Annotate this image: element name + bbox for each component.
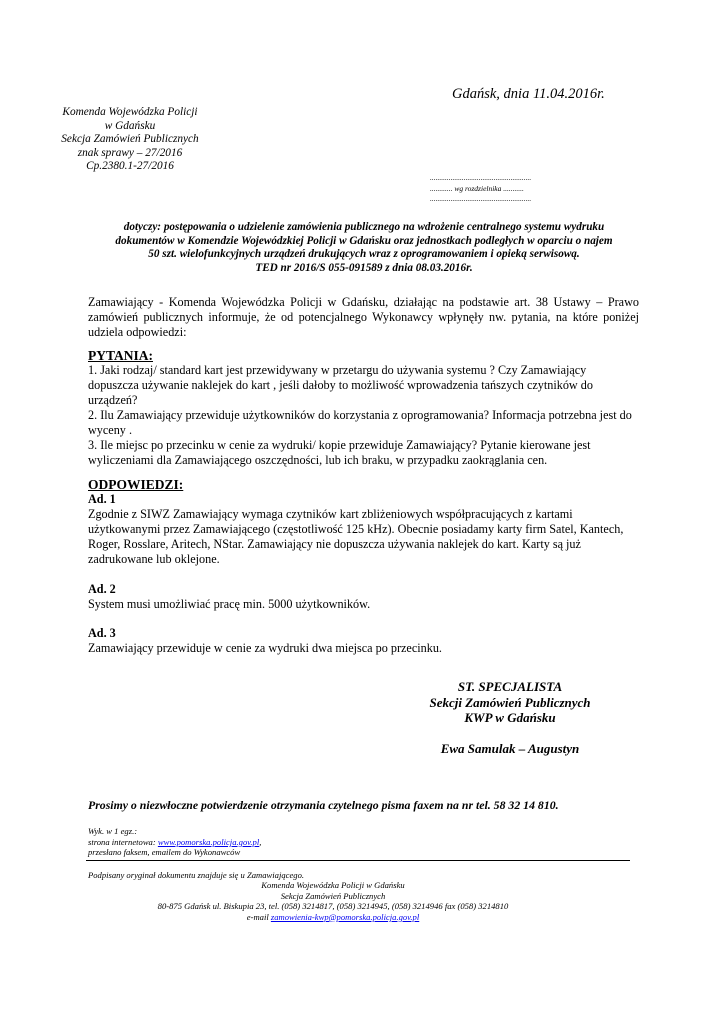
- signature-block: [400, 679, 620, 756]
- footer-email-line: [88, 912, 578, 922]
- sender-line: Sekcja Zamówień Publicznych: [61, 133, 199, 145]
- footer-divider: [86, 860, 630, 861]
- sender-line: Cp.2380.1-27/2016: [86, 160, 174, 172]
- footer-email-label: e-mail: [246, 911, 271, 922]
- signature-unit: Sekcji Zamówień Publicznych: [429, 694, 591, 710]
- sender-block: [50, 106, 210, 174]
- answer-label: Ad. 3: [88, 626, 116, 640]
- question-item: 3. Ile miejsc po przecinku w cenie za wydruki/ kopie przewiduje Zamawiający? Pytanie kierowane jest wyliczeniami dla Zamawiającego oszczędności, lub ich braku, w przypadku zaokrąglania cen.: [88, 438, 591, 467]
- recipient-line: ......................................................: [430, 173, 532, 182]
- answer-item: [88, 492, 639, 567]
- fax-confirmation-request: Prosimy o niezwłoczne potwierdzenie otrzymania czytelnego pisma faxem na nr tel. 58 32 14 810.: [88, 798, 559, 812]
- distribution-line: [88, 837, 261, 848]
- distribution-suffix: ,: [259, 836, 262, 847]
- email-link[interactable]: zamowienia-kwp@pomorska.policja.gov.pl: [270, 911, 420, 922]
- signature-org: KWP w Gdańsku: [464, 710, 556, 725]
- answers-heading: ODPOWIEDZI:: [88, 477, 184, 492]
- footer-address: 80-875 Gdańsk ul. Biskupia 23, tel. (058) 3214817, (058) 3214945, (058) 3214946 fax (058) 3214810: [157, 901, 509, 912]
- distribution-block: [88, 826, 261, 858]
- sender-line: znak sprawy – 27/2016: [77, 146, 183, 159]
- recipient-line: ......................................................: [430, 194, 532, 203]
- subject-line: dokumentów w Komendzie Wojewódzkiej Policji w Gdańsku oraz jednostkach podległych w oparciu o najem: [115, 234, 613, 247]
- subject-block: [86, 221, 642, 275]
- question-item: 1. Jaki rodzaj/ standard kart jest przewidywany w przetargu do używania systemu ? Czy Zamawiający dopuszcza używanie naklejek do kart , jeśli dałoby to możliwość wprowadzenia tańszych czytników do urządzeń?: [88, 363, 593, 407]
- distribution-label: strona internetowa:: [88, 836, 158, 847]
- questions-list: [88, 363, 639, 468]
- answer-text: Zgodnie z SIWZ Zamawiający wymaga czytników kart zbliżeniowych współpracujących z kartami użytkowanymi przez Zamawiającego (częstotliwość 125 kHz). Obecnie posiadamy karty firm Satel, Kantech, Roger, Rosslare, Aritech, NStar. Zamawiający nie dopuszcza używania naklejek do kart. Karty są już zadrukowane lub oklejone.: [88, 507, 624, 566]
- footer-block: [88, 870, 578, 922]
- recipient-line: ............ wg rozdzielnika ...........: [430, 183, 524, 193]
- question-item: 2. Ilu Zamawiający przewiduje użytkowników do korzystania z oprogramowania? Informacja potrzebna jest do wyceny .: [88, 408, 632, 437]
- subject-line: TED nr 2016/S 055-091589 z dnia 08.03.2016r.: [255, 261, 473, 274]
- intro-paragraph: Zamawiający - Komenda Wojewódzka Policji w Gdańsku, działając na podstawie art. 38 Ustawy – Prawo zamówień publicznych informuje, że od potencjalnego Wykonawcy wpłynęły nw. pytania, na które poniżej udziela odpowiedzi:: [88, 295, 639, 339]
- signature-name: Ewa Samulak – Augustyn: [440, 740, 580, 756]
- answer-item: [88, 626, 639, 656]
- sender-line: Komenda Wojewódzka Policji: [62, 106, 198, 118]
- subject-line: dotyczy: postępowania o udzielenie zamówienia publicznego na wdrożenie centralnego systemu wydruku: [123, 221, 605, 233]
- footer-note: Podpisany oryginał dokumentu znajduje się u Zamawiającego.: [88, 870, 305, 880]
- website-link[interactable]: www.pomorska.policja.gov.pl: [157, 836, 260, 847]
- answer-item: [88, 582, 639, 612]
- questions-heading: PYTANIA:: [88, 348, 153, 363]
- answers-list: [88, 492, 639, 656]
- signature-title: ST. SPECJALISTA: [457, 679, 563, 694]
- footer-unit: Sekcja Zamówień Publicznych: [280, 890, 386, 901]
- sender-line: w Gdańsku: [104, 119, 156, 132]
- recipient-block: [430, 173, 531, 205]
- answer-text: Zamawiający przewiduje w cenie za wydruki dwa miejsca po przecinku.: [88, 641, 442, 655]
- answer-text: System musi umożliwiać pracę min. 5000 użytkowników.: [88, 597, 371, 611]
- answer-label: Ad. 2: [88, 582, 116, 596]
- distribution-line: przesłano faksem, emailem do Wykonawców: [88, 847, 241, 858]
- subject-line: 50 szt. wielofunkcyjnych urządzeń drukujących wraz z oprogramowaniem i opieką serwisową.: [148, 248, 580, 261]
- footer-org: Komenda Wojewódzka Policji w Gdańsku: [261, 880, 405, 891]
- answer-label: Ad. 1: [88, 492, 116, 506]
- place-date: Gdańsk, dnia 11.04.2016r.: [452, 86, 605, 102]
- distribution-line: Wyk. w 1 egz.:: [88, 826, 138, 836]
